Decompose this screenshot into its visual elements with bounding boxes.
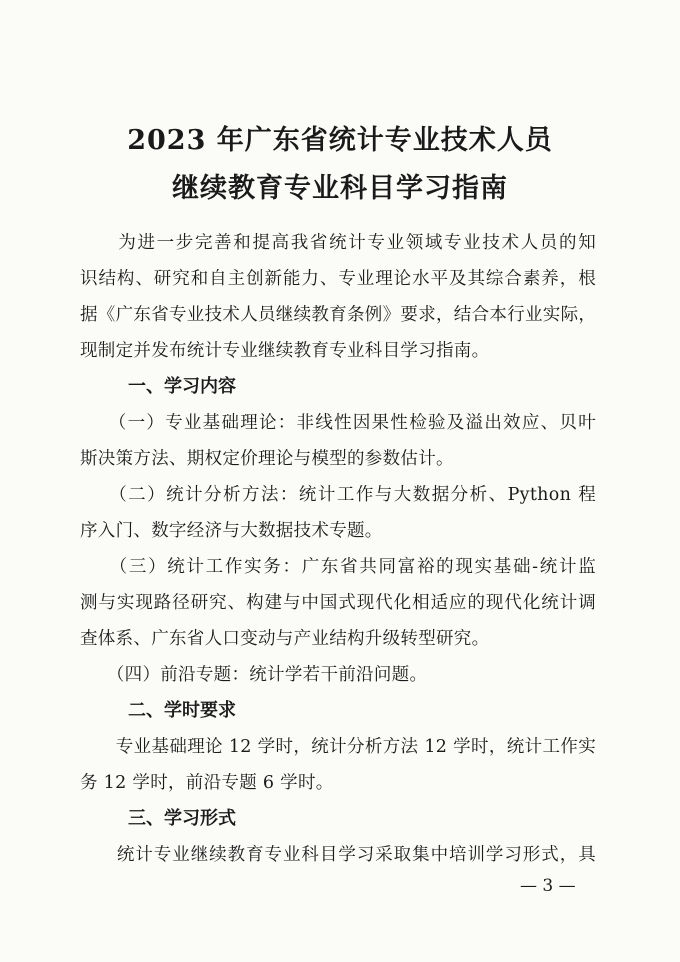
section-1-line-1: （一）专业基础理论：非线性因果性检验及溢出效应、贝叶	[80, 413, 596, 433]
document-title-line-2: 继续教育专业科目学习指南	[172, 173, 508, 204]
section-1-heading: 一、学习内容	[128, 376, 236, 397]
section-3-heading: 三、学习形式	[128, 808, 236, 829]
section-1-line-3: （二）统计分析方法：统计工作与大数据分析、Python 程	[80, 485, 596, 505]
section-1-line-4: 序入门、数字经济与大数据技术专题。	[80, 521, 383, 541]
section-2-line-2: 务 12 学时，前沿专题 6 学时。	[80, 773, 334, 793]
section-2-line-1: 专业基础理论 12 学时，统计分析方法 12 学时，统计工作实	[80, 737, 596, 757]
section-1-line-8: （四）前沿专题：统计学若干前沿问题。	[80, 665, 428, 685]
section-2-heading: 二、学时要求	[128, 700, 236, 721]
intro-line-1: 为进一步完善和提高我省统计专业领域专业技术人员的知	[80, 233, 596, 253]
document-title-line-1: 2023 年广东省统计专业技术人员	[127, 125, 553, 156]
section-1-line-2: 斯决策方法、期权定价理论与模型的参数估计。	[80, 449, 454, 469]
section-3-line-1: 统计专业继续教育专业科目学习采取集中培训学习形式，具	[80, 845, 596, 865]
section-1-line-5: （三）统计工作实务：广东省共同富裕的现实基础-统计监	[80, 557, 596, 577]
section-1-line-6: 测与实现路径研究、构建与中国式现代化相适应的现代化统计调	[80, 593, 596, 613]
section-1-line-7: 查体系、广东省人口变动与产业结构升级转型研究。	[80, 629, 490, 649]
intro-line-4: 现制定并发布统计专业继续教育专业科目学习指南。	[80, 341, 490, 361]
page-number: — 3 —	[520, 876, 576, 896]
intro-line-3: 据《广东省专业技术人员继续教育条例》要求，结合本行业实际，	[80, 305, 597, 325]
intro-line-2: 识结构、研究和自主创新能力、专业理论水平及其综合素养，根	[80, 269, 596, 289]
